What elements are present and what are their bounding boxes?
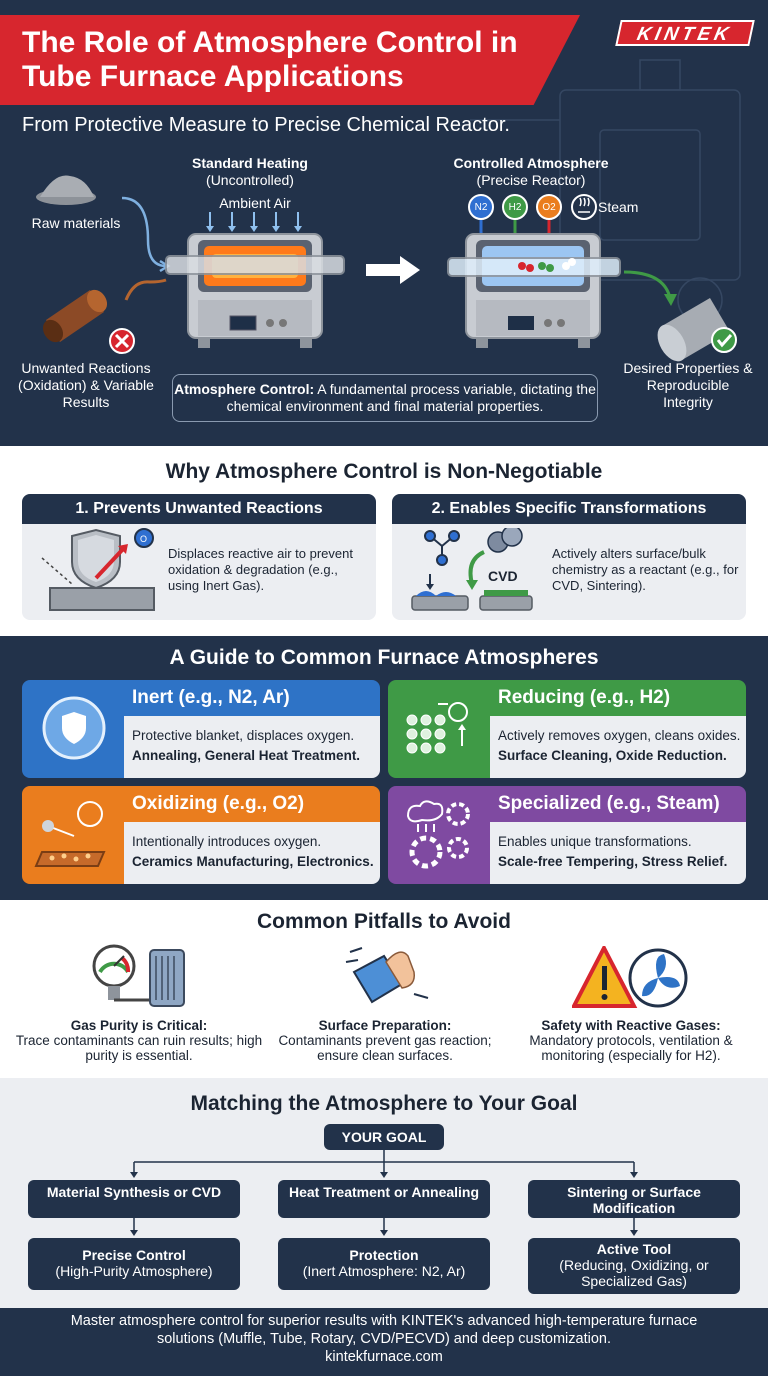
rusty-pipe-icon: [39, 286, 111, 346]
why-title: Why Atmosphere Control is Non-Negotiable: [165, 460, 603, 483]
atmosphere-body: [490, 716, 746, 778]
atmosphere-heading: Inert (e.g., N2, Ar): [124, 680, 380, 716]
atmosphere-desc: Actively removes oxygen, cleans oxides.: [498, 728, 741, 743]
why-card-heading: 1. Prevents Unwanted Reactions: [22, 494, 376, 524]
result-sub: (Inert Atmosphere: N2, Ar): [302, 1263, 466, 1279]
pitfall-text: Mandatory protocols, ventilation & monitoring (especially for H2).: [529, 1033, 733, 1063]
result-active-tool: [528, 1238, 740, 1294]
pitfall-gas-purity: [14, 1018, 264, 1063]
steam-icon: [572, 195, 596, 219]
cvd-molecule-icon: [400, 528, 540, 616]
atmosphere-uses: Annealing, General Heat Treatment.: [132, 748, 361, 763]
atmosphere-heading: Oxidizing (e.g., O2): [124, 786, 380, 822]
steam-label: Steam: [598, 199, 639, 215]
atmosphere-card-oxidizing: [22, 786, 380, 884]
atmosphere-card-specialized: [388, 786, 746, 884]
atmospheres-guide-section: [0, 636, 768, 900]
pitfall-safety: [506, 1018, 756, 1063]
gas-n2-label: N2: [474, 202, 488, 213]
result-sub: (High-Purity Atmosphere): [55, 1263, 213, 1279]
standard-heating-title: Standard Heating: [192, 155, 308, 171]
why-card-prevents: [22, 494, 376, 620]
atmosphere-body: [124, 716, 380, 778]
gas-o2-label: O2: [542, 202, 556, 213]
why-card-heading: 2. Enables Specific Transformations: [392, 494, 746, 524]
result-heading: Active Tool: [596, 1241, 672, 1257]
goal-heat-treatment: Heat Treatment or Annealing: [278, 1180, 490, 1218]
raw-materials-label: Raw materials: [31, 215, 121, 231]
oxidation-surface-icon: [34, 796, 114, 876]
lattice-grid-icon: [402, 694, 478, 764]
gauge-filter-icon: [84, 942, 194, 1012]
gears-steam-icon: [402, 796, 478, 876]
atmosphere-desc: Enables unique transformations.: [498, 834, 692, 849]
result-sub: (Reducing, Oxidizing, or Specialized Gas): [559, 1257, 709, 1289]
why-section: [0, 446, 768, 636]
error-x-icon: [110, 329, 134, 353]
footer-url[interactable]: kintekfurnace.com: [325, 1349, 443, 1365]
result-heading: Protection: [349, 1247, 419, 1263]
atmosphere-heading: Reducing (e.g., H2): [490, 680, 746, 716]
raw-materials-pile-icon: [36, 175, 96, 205]
result-protection: [278, 1238, 490, 1290]
pitfall-heading: Surface Preparation:: [318, 1018, 452, 1033]
cvd-badge: CVD: [488, 568, 518, 584]
goal-material-synthesis: Material Synthesis or CVD: [28, 1180, 240, 1218]
gas-h2-label: H2: [508, 202, 522, 213]
atmosphere-body: [124, 822, 380, 884]
pitfall-surface-prep: [260, 1018, 510, 1063]
footer: [0, 1308, 768, 1376]
atmosphere-desc: Protective blanket, displaces oxygen.: [132, 728, 355, 743]
pitfall-text: Contaminants prevent gas reaction; ensure clean surfaces.: [278, 1033, 492, 1063]
svg-text:O: O: [140, 534, 148, 544]
success-check-icon: [712, 328, 736, 352]
goal-sintering: Sintering or Surface Modification: [528, 1180, 740, 1218]
page-title: The Role of Atmosphere Control in Tube Furnace Applications: [22, 26, 518, 93]
atmosphere-uses: Surface Cleaning, Oxide Reduction.: [498, 748, 727, 763]
callout-bold: Atmosphere Control:: [174, 381, 315, 397]
controlled-furnace-icon: [448, 234, 620, 348]
pitfall-text: Trace contaminants can ruin results; high purity is essential.: [15, 1033, 263, 1063]
warning-fan-icon: [572, 946, 688, 1012]
desired-properties-label: Desired Properties & Reproducible Integrity: [623, 360, 753, 410]
standard-heating-sub: (Uncontrolled): [206, 172, 294, 188]
pitfalls-section: [0, 900, 768, 1078]
callout-text: A fundamental process variable, dictating the chemical environment and final material properties.: [226, 381, 596, 414]
why-card-text: Displaces reactive air to prevent oxidation & degradation (e.g., using Inert Gas).: [168, 546, 353, 593]
matching-title: Matching the Atmosphere to Your Goal: [190, 1092, 578, 1115]
page-subtitle: From Protective Measure to Precise Chemical Reactor.: [22, 114, 510, 136]
footer-text: Master atmosphere control for superior results with KINTEK's advanced high-temperature furnace solutions (Muffle, Tube, Rotary, CVD/PECVD) and deep customization.: [70, 1313, 698, 1347]
pitfall-heading: Gas Purity is Critical:: [70, 1018, 208, 1033]
result-precise-control: [28, 1238, 240, 1290]
your-goal-box: YOUR GOAL: [324, 1124, 444, 1150]
atmosphere-heading: Specialized (e.g., Steam): [490, 786, 746, 822]
guide-title: A Guide to Common Furnace Atmospheres: [169, 646, 599, 669]
atmosphere-card-inert: [22, 680, 380, 778]
why-card-text: Actively alters surface/bulk chemistry as a reactant (e.g., for CVD, Sintering).: [552, 546, 739, 593]
controlled-atmosphere-title: Controlled Atmosphere: [453, 155, 609, 171]
ambient-air-label: Ambient Air: [219, 195, 291, 211]
atmosphere-card-reducing: [388, 680, 746, 778]
cleaning-hand-icon: [344, 942, 434, 1012]
atmosphere-control-callout: [172, 374, 598, 422]
atmosphere-uses: Ceramics Manufacturing, Electronics.: [132, 854, 374, 869]
result-heading: Precise Control: [82, 1247, 186, 1263]
atmosphere-desc: Intentionally introduces oxygen.: [132, 834, 322, 849]
shield-bubble-icon: [40, 694, 108, 762]
hero-section: [0, 0, 768, 446]
controlled-atmosphere-sub: (Precise Reactor): [476, 172, 586, 188]
atmosphere-uses: Scale-free Tempering, Stress Relief.: [498, 854, 728, 869]
why-card-enables: [392, 494, 746, 620]
atmosphere-body: [490, 822, 746, 884]
kintek-logo: KINTEK: [615, 20, 755, 46]
matching-section: [0, 1078, 768, 1308]
unwanted-reactions-label: Unwanted Reactions (Oxidation) & Variable Results: [18, 360, 154, 410]
shield-metal-icon: [32, 528, 164, 616]
standard-furnace-icon: [166, 234, 344, 348]
pitfalls-title: Common Pitfalls to Avoid: [257, 910, 511, 933]
pitfall-heading: Safety with Reactive Gases:: [541, 1018, 721, 1033]
